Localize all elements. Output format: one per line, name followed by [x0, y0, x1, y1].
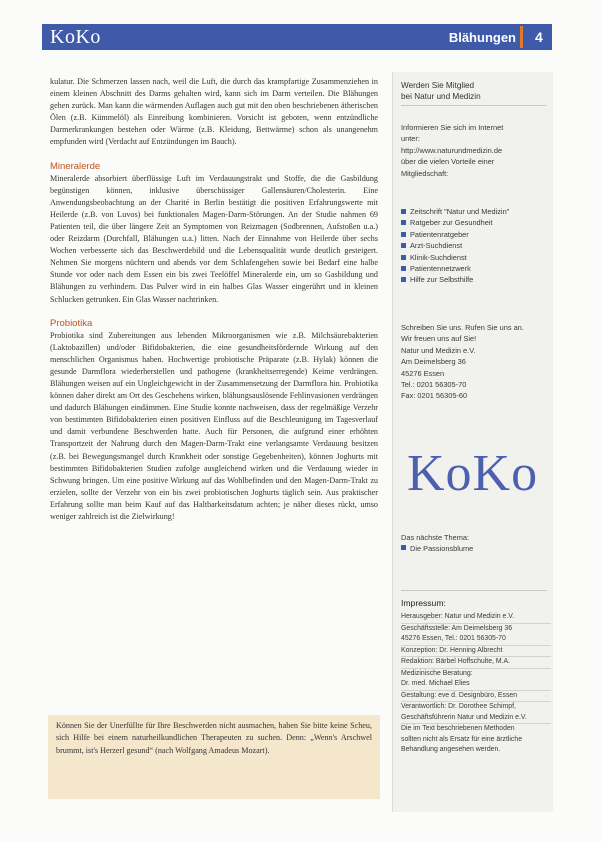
contact-line: 45276 Essen: [401, 368, 445, 378]
impressum-line: Gestaltung: eve d. Designbüro, Essen: [401, 691, 518, 699]
sidebar: [392, 72, 553, 812]
contact-line: Natur und Medizin e.V.: [401, 345, 476, 355]
callout-text: Können Sie der Unerfüllte für Ihre Beschwerden nicht ausmachen, haben Sie bitte keine Scheu, sich Hilfe bei einem naturheilkundlichen Therapeuten zu suchen. Denn: „Wenn's Arschwel brummt, ist's Herzerl gesund“ (nach Wolfgang Amadeus Mozart).: [56, 721, 372, 755]
intro-paragraph: kulatur. Die Schmerzen lassen nach, weil die Luft, die durch das krampfartige Zusammenziehen in einem kleinen Abschnitt des Darms gehalten wird, kann sich im Darm verteilen. Die Blähungen gehen zurück. Man kann die wärmenden Auflagen auch gut mit den oben beschriebenen ätherischen Ölen (z.B. Kümmelöl) als Einreibung kombinieren. Vorsicht ist geboten, wenn entzündliche Darmerkrankungen bestehen oder Wärme (z.B. Kleidung, Bettwärme) schon als unangenehm empfunden wird (Verdacht auf Entzündungen im Bauch).: [50, 77, 378, 147]
benefit-label: Zeitschrift "Natur und Medizin": [410, 207, 510, 216]
benefit-label: Arzt-Suchdienst: [410, 241, 463, 251]
contact-line: Am Deimelsberg 36: [401, 357, 466, 367]
square-bullet-icon: [401, 243, 406, 248]
benefit-label: Patientennetzwerk: [410, 264, 471, 274]
benefit-label: Hilfe zur Selbsthilfe: [410, 275, 474, 285]
square-bullet-icon: [401, 277, 406, 282]
section-text-probiotika: Probiotika sind Zubereitungen aus lebenden Mikroorganismen wie z.B. Milchsäurebakterien (Laktobazillen) und/oder Bifidobakterien, die eine gesundheitsfördernde Wirkung auf den menschlichen Organismus haben. Hochwertige probiotische Präparate (z.B. Hylak) können die gesunde Darmflora wiederherstellen und pathogene (krankheitserregende) Keime verdrängen. Blähungen weisen auf ein Ungleichgewicht in der Zusammensetzung der Darmflora hin. Probiotika können daher direkt am Ort des Geschehens wirken, blähungsauslösende Fehlinvasionen verdrängen und dadurch Blähungen eindämmen. Eine Studie konnte nachweisen, dass der regelmäßige Verzehr von bestimmten Bifidobakterien einen positiven Einfluss auf die Beschleunigung im Tagesverlauf und damit verbundene Beschwerden hatte. Auch für Personen, die aufgrund einer erhöhten Transportzeit der Nahrung durch den Magen-Darm-Trakt eine verlangsamte Verdauung besitzen (z.B. bei Bewegungsmangel durch Krankheit oder sonstige Gegebenheiten), können Joghurts mit bestimmten Bifidobakterien Studien zufolge ausgleichend wirken und die Verdauung wieder in Schwung bringen. Um eine positive Wirkung auf das Wohlbefinden und den Magen-Darm-Trakt zu erzielen, sollte der Verzehr von ein bis zwei probiotischen Joghurts täglich sein. Aus praktischer Erfahrung sollte man beim Kauf auf das Haltbarkeitsdatum achten; je näher dieses rückt, umso weniger zahlreich ist die Zielwirkung!: [50, 330, 378, 521]
benefit-label: Patientenratgeber: [410, 229, 469, 239]
page-number: 4: [535, 29, 543, 45]
impressum-line: 45276 Essen, Tel.: 0201 56305-70: [401, 635, 506, 642]
list-item: [401, 217, 551, 228]
impressum: [401, 612, 551, 756]
impressum-line: Herausgeber: Natur und Medizin e.V.: [401, 613, 515, 620]
benefit-label: Klinik-Suchdienst: [410, 252, 467, 262]
info-line: unter:: [401, 134, 420, 144]
impressum-title: Impressum:: [401, 598, 446, 608]
tip-callout-box: [48, 715, 380, 799]
membership-promo: [401, 80, 551, 111]
divider: [401, 590, 547, 591]
impressum-line: Behandlung angesehen werden.: [401, 746, 501, 753]
info-line: Informieren Sie sich im Internet: [401, 123, 504, 132]
info-line: über die vielen Vorteile einer: [401, 157, 495, 167]
list-item: [401, 252, 551, 263]
square-bullet-icon: [401, 255, 406, 260]
square-bullet-icon: [401, 220, 406, 225]
membership-line-1: Werden Sie Mitglied: [401, 81, 475, 90]
next-topic-value: Die Passionsblume: [410, 544, 474, 554]
contact-info: [401, 322, 551, 402]
list-item: [401, 263, 551, 274]
impressum-line: Konzeption: Dr. Henning Albrecht: [401, 646, 503, 654]
section-title: Blähungen: [448, 30, 516, 45]
square-bullet-icon: [401, 232, 406, 237]
impressum-line: Die im Text beschriebenen Methoden: [401, 725, 515, 732]
impressum-line: Geschäftsführerin Natur und Medizin e.V.: [401, 713, 527, 721]
next-topic-item: [401, 543, 551, 554]
list-item: [401, 274, 551, 285]
benefit-label: Ratgeber zur Gesundheit: [410, 218, 493, 228]
contact-line: Wir freuen uns auf Sie!: [401, 334, 477, 344]
header-accent-divider: [520, 26, 523, 48]
section-heading-probiotika: Probiotika: [50, 317, 93, 329]
impressum-line: Geschäftsstelle: Am Deimelsberg 36: [401, 624, 513, 632]
impressum-line: Redaktion: Bärbel Hoffschulte, M.A.: [401, 658, 511, 665]
contact-fax: Fax: 0201 56305-60: [401, 391, 468, 401]
membership-info: [401, 122, 551, 179]
next-topic: [401, 532, 551, 555]
benefits-list: [401, 206, 551, 286]
list-item: [401, 206, 551, 217]
square-bullet-icon: [401, 209, 406, 214]
impressum-line: Dr. med. Michael Elies: [401, 680, 470, 687]
info-line: Mitgliedschaft:: [401, 168, 449, 178]
membership-line-2: bei Natur und Medizin: [401, 92, 481, 101]
contact-phone: Tel.: 0201 56305-70: [401, 380, 467, 390]
main-column: [50, 76, 378, 523]
impressum-line: Verantwortlich: Dr. Dorothee Schimpf,: [401, 703, 516, 710]
header-logo: KoKo: [50, 26, 101, 48]
divider: [401, 105, 546, 106]
section-text-mineralerde: Mineralerde absorbiert überflüssige Luft im Verdauungstrakt und Stoffe, die die Gasbildung begünstigen können, inklusive überschüssiger Gallensäuren/Cholesterin. Eine Anwendungsbeobachtung an der Charité in Berlin bestätigt die positiven Erfahrungswerte mit Heilerde (z.B. von Luvos) bei funktionalen Magen-Darm-Störungen. An der Studie nahmen 69 Patienten teil, die über längere Zeit an Symptomen von Reizmagen (Sodbrennen, Aufstoßen u.a.) oder Reizdarm (Durchfall, Blähungen u.a.) litten. Nach der Einnahme von Heilerde über sechs Wochen verbesserte sich das Beschwerdebild und die Lebensqualität wurde deutlich gesteigert. Nehmen Sie morgens nüchtern und abends vor dem Schlafengehen sowie bei Bedarf eine halbe Stunde vor oder nach dem Essen ein bis zwei Teelöffel Mineralerde ein, um so Gasbildung und Blähungen zu verhindern. Das Pulver wird in ein halbes Glas Wasser eingerührt und in kleinen Schlucken getrunken. Ein Glas Wasser nachtrinken.: [50, 173, 378, 304]
impressum-line: sollten nicht als Ersatz für eine ärztliche: [401, 735, 523, 743]
section-heading-mineralerde: Mineralerde: [50, 160, 101, 172]
list-item: [401, 240, 551, 251]
next-topic-label: Das nächste Thema:: [401, 533, 470, 542]
contact-line: Schreiben Sie uns. Rufen Sie uns an.: [401, 323, 524, 332]
list-item: [401, 229, 551, 240]
koko-logo: KoKo: [407, 445, 539, 502]
square-bullet-icon: [401, 545, 406, 550]
impressum-line: Medizinische Beratung:: [401, 669, 473, 677]
square-bullet-icon: [401, 266, 406, 271]
website-url[interactable]: http://www.naturundmedizin.de: [401, 145, 503, 155]
